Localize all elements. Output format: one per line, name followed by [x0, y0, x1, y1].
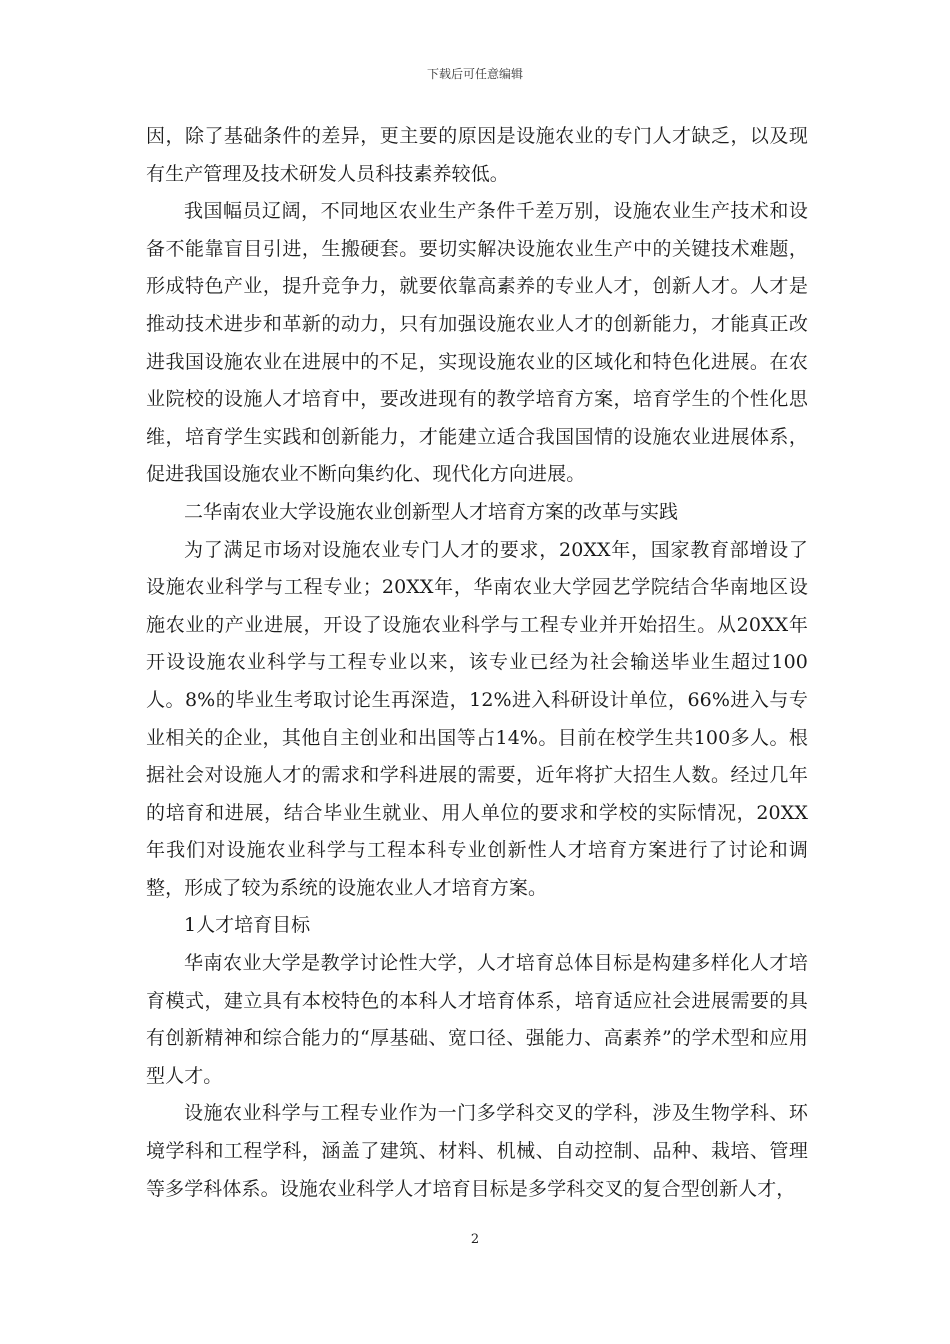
- paragraph-background: 我国幅员辽阔，不同地区农业生产条件千差万别，设施农业生产技术和设备不能靠盲目引进，生搬硬套。要切实解决设施农业生产中的关键技术难题，形成特色产业，提升竞争力，就要依靠高素养的专业人才，创新人才。人才是推动技术进步和革新的动力，只有加强设施农业人才的创新能力，才能真正改进我国设施农业在进展中的不足，实现设施农业的区域化和特色化进展。在农业院校的设施人才培育中，要改进现有的教学培育方案，培育学生的个性化思维，培育学生实践和创新能力，才能建立适合我国国情的设施农业进展体系，促进我国设施农业不断向集约化、现代化方向进展。: [146, 200, 808, 486]
- page-number: 2: [470, 1232, 480, 1247]
- document-body: [146, 118, 808, 1208]
- subsection-heading: 1人才培育目标: [184, 914, 311, 937]
- paragraph-interdisciplinary: 设施农业科学与工程专业作为一门多学科交叉的学科，涉及生物学科、环境学科和工程学科，涵盖了建筑、材料、机械、自动控制、品种、栽培、管理等多学科体系。设施农业科学人才培育目标是多学科交叉的复合型创新人才，: [146, 1102, 808, 1200]
- page-header: 下载后可任意编辑: [426, 67, 523, 81]
- paragraph-program-history: 为了满足市场对设施农业专门人才的要求，20XX年，国家教育部增设了设施农业科学与工程专业；20XX年，华南农业大学园艺学院结合华南地区设施农业的产业进展，开设了设施农业科学与工程专业并开始招生。从20XX年开设设施农业科学与工程专业以来，该专业已经为社会输送毕业生超过100人。8%的毕业生考取讨论生再深造，12%进入科研设计单位，66%进入与专业相关的企业，其他自主创业和出国等占14%。目前在校学生共100多人。根据社会对设施人才的需求和学科进展的需要，近年将扩大招生人数。经过几年的培育和进展，结合毕业生就业、用人单位的要求和学校的实际情况，20XX年我们对设施农业科学与工程本科专业创新性人才培育方案进行了讨论和调整，形成了较为系统的设施农业人才培育方案。: [146, 538, 808, 899]
- paragraph-continuation: 因，除了基础条件的差异，更主要的原因是设施农业的专门人才缺乏，以及现有生产管理及技术研发人员科技素养较低。: [146, 125, 808, 185]
- paragraph-training-goal: 华南农业大学是教学讨论性大学，人才培育总体目标是构建多样化人才培育模式，建立具有本校特色的本科人才培育体系，培育适应社会进展需要的具有创新精神和综合能力的“厚基础、宽口径、强能力、高素养”的学术型和应用型人才。: [146, 952, 808, 1087]
- section-heading: 二华南农业大学设施农业创新型人才培育方案的改革与实践: [184, 500, 679, 523]
